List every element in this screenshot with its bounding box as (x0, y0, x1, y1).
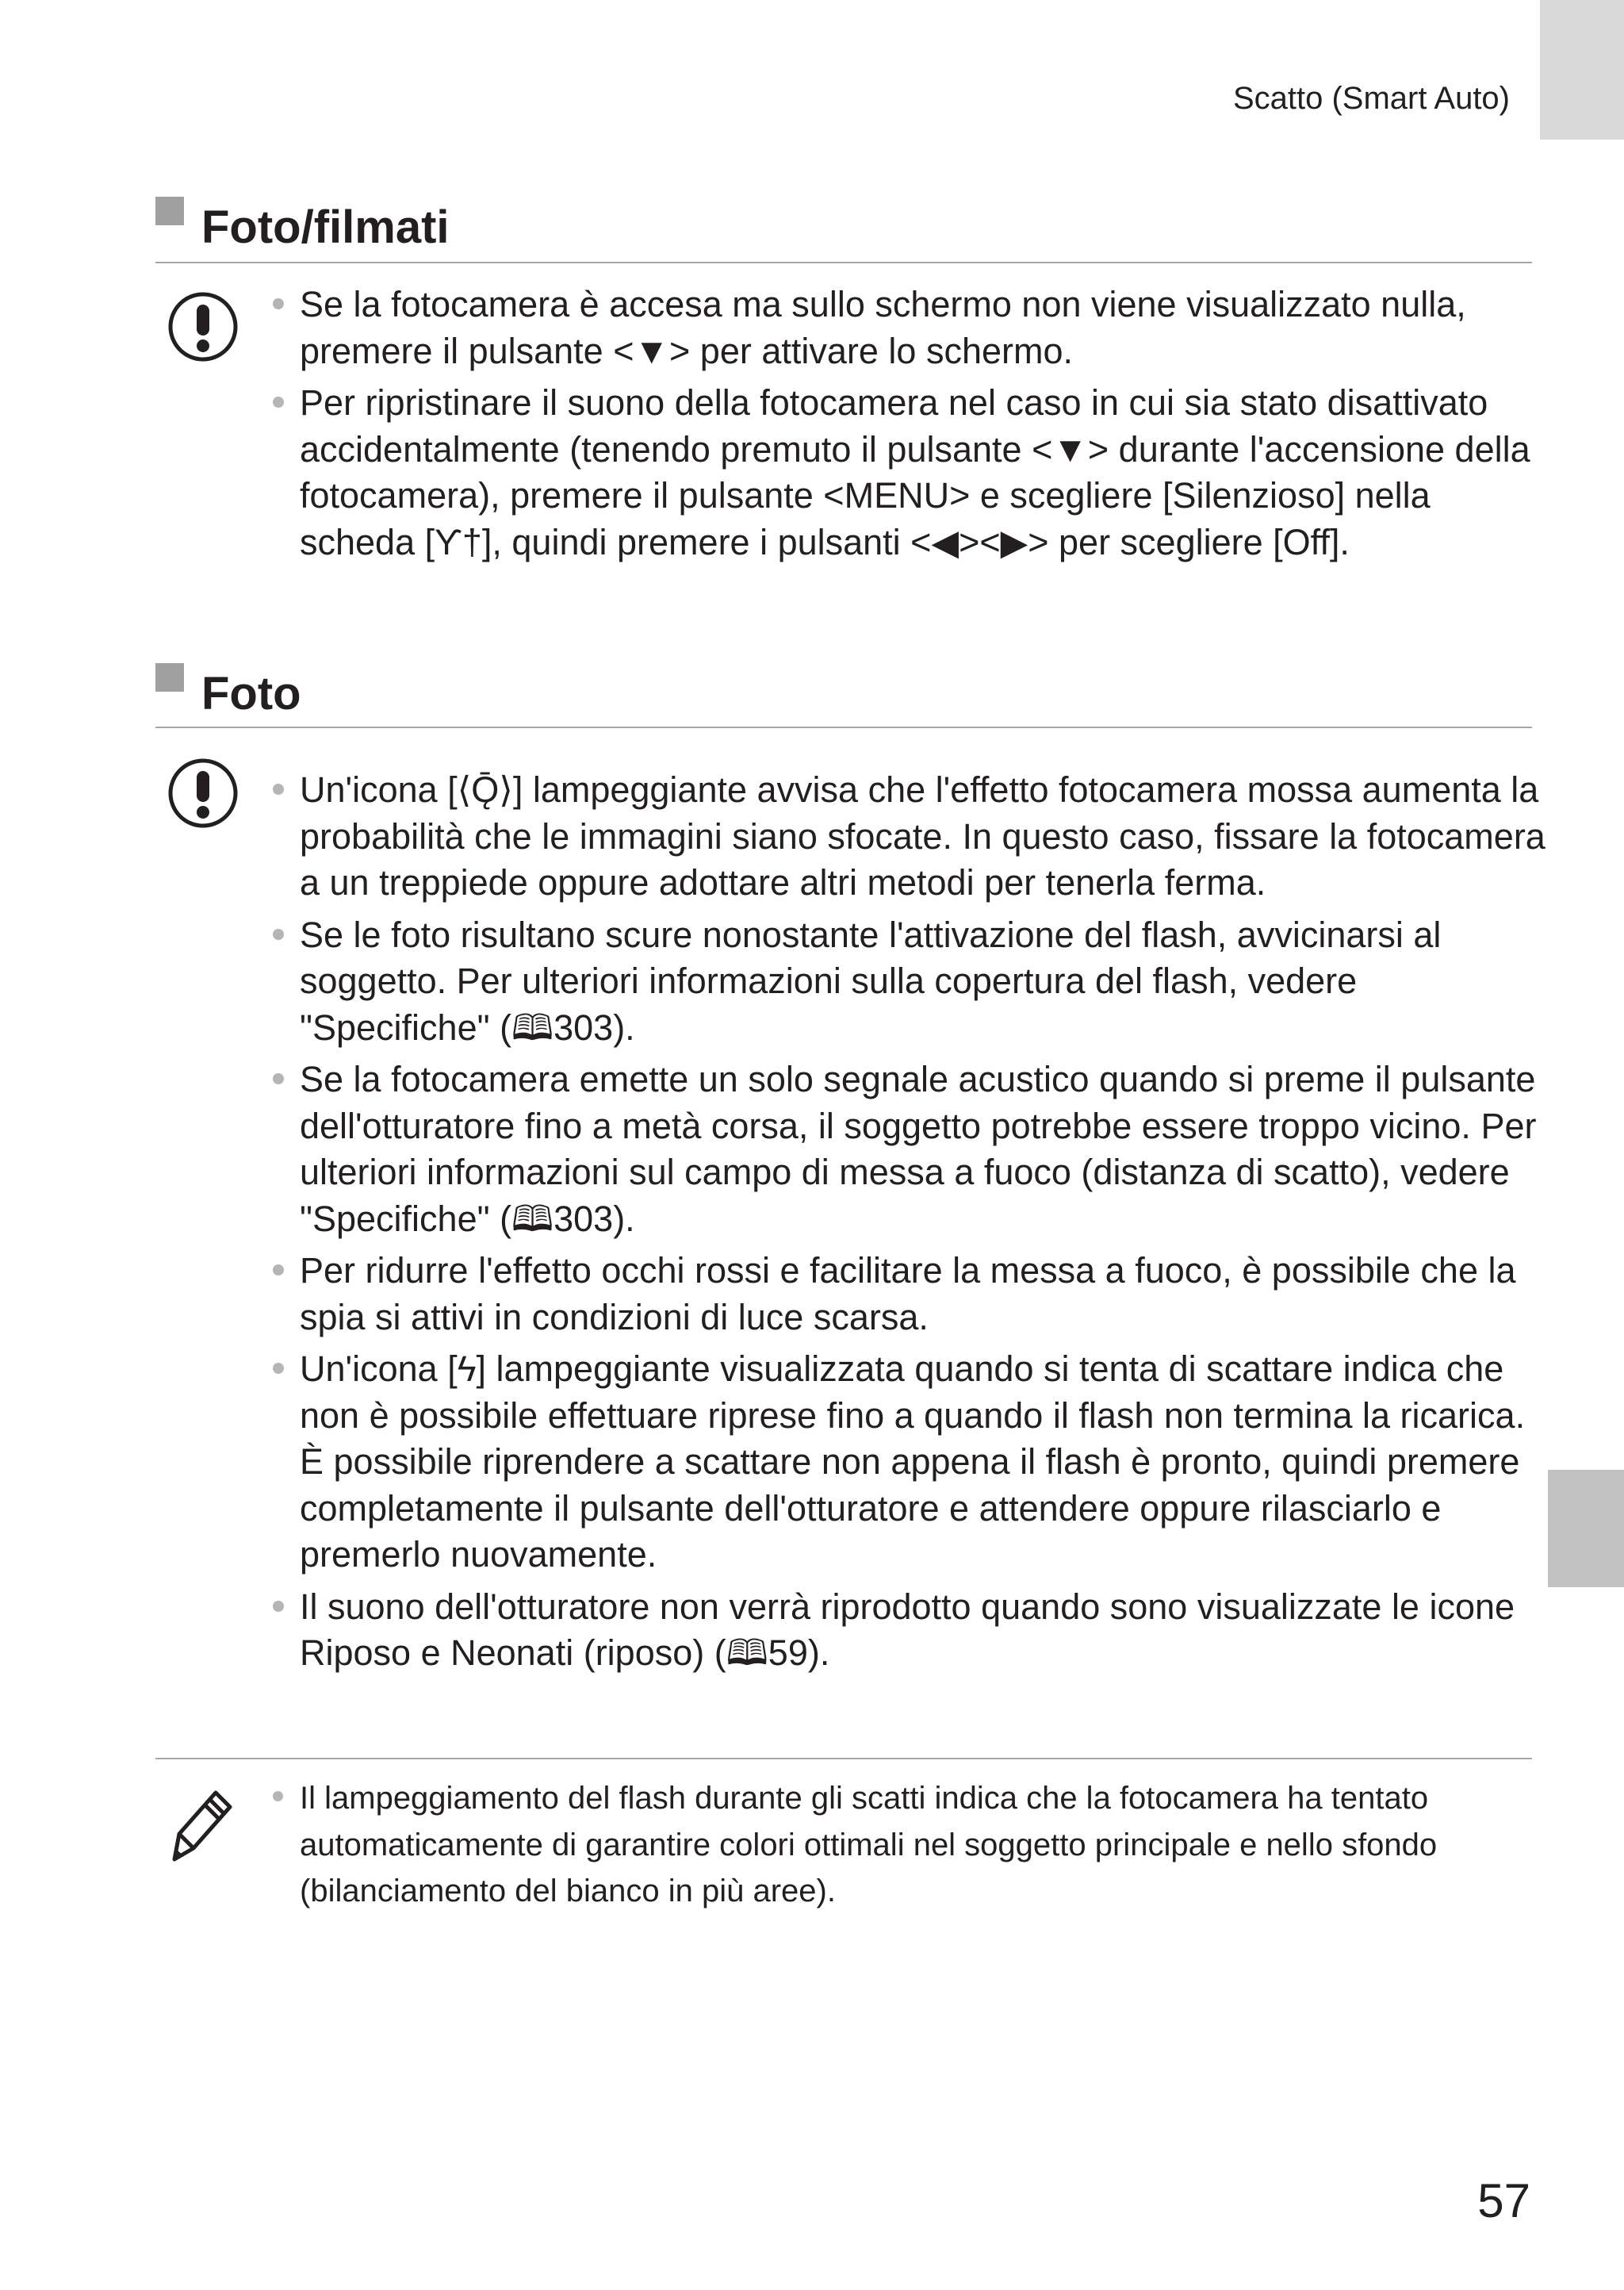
list-item: Per ridurre l'effetto occhi rossi e facilitare la messa a fuoco, è possibile che la spia si attivi in condizioni di luce scarsa. (300, 1248, 1553, 1341)
caution-icon (167, 757, 239, 830)
list-item: Se la fotocamera emette un solo segnale acustico quando si preme il pulsante dell'otturatore fino a metà corsa, il soggetto potrebbe essere troppo vicino. Per ulteriori informazioni sul campo di messa a fuoco (distanza di scatto), vedere "Specifiche" (🕮303). (300, 1057, 1553, 1242)
list-item: Per ripristinare il suono della fotocamera nel caso in cui sia stato disattivato accidentalmente (tenendo premuto il pulsante <▼> durante l'accensione della fotocamera), premere il pulsante <MENU> e scegliere [Silenzioso] nella scheda [Ƴ†], quindi premere i pulsanti <◀><▶> per scegliere [Off]. (300, 380, 1553, 566)
running-header: Scatto (Smart Auto) (1232, 81, 1510, 116)
list-item: Se la fotocamera è accesa ma sullo schermo non viene visualizzato nulla, premere il pulsante <▼> per attivare lo schermo. (300, 282, 1553, 374)
bullet-list-foto-filmati (300, 282, 1553, 571)
list-item: Se le foto risultano scure nonostante l'attivazione del flash, avvicinarsi al soggetto. Per ulteriori informazioni sulla copertura del flash, vedere "Specifiche" (🕮303). (300, 912, 1553, 1052)
section-rule (155, 727, 1532, 728)
note-list (300, 1775, 1553, 1920)
note-rule (155, 1758, 1532, 1759)
page-number: 57 (1477, 2174, 1530, 2227)
list-item: Il suono dell'otturatore non verrà riprodotto quando sono visualizzate le icone Riposo e Neonati (riposo) (🕮59). (300, 1584, 1553, 1677)
bullet-list-foto (300, 767, 1553, 1682)
chapter-tab-side (1548, 1470, 1624, 1587)
list-item: Il lampeggiamento del flash durante gli scatti indica che la fotocamera ha tentato automaticamente di garantire colori ottimali nel soggetto principale e nello sfondo (bilanciamento del bianco in più aree). (300, 1775, 1553, 1915)
pencil-icon (170, 1786, 236, 1866)
section-marker (155, 197, 184, 225)
list-item: Un'icona [ϟ] lampeggiante visualizzata quando si tenta di scattare indica che non è possibile effettuare riprese fino a quando il flash non termina la ricarica. È possibile riprendere a scattare non appena il flash è pronto, quindi premere completamente il pulsante dell'otturatore e attendere oppure rilasciarlo e premerlo nuovamente. (300, 1346, 1553, 1578)
caution-icon (167, 290, 239, 363)
section-title-foto: Foto (201, 668, 301, 719)
section-rule (155, 262, 1532, 263)
section-marker (155, 663, 184, 692)
chapter-tab-top (1540, 0, 1624, 140)
list-item: Un'icona [⟨Ǭ⟩] lampeggiante avvisa che l'effetto fotocamera mossa aumenta la probabilità che le immagini siano sfocate. In questo caso, fissare la fotocamera a un treppiede oppure adottare altri metodi per tenerla ferma. (300, 767, 1553, 907)
section-title-foto-filmati: Foto/filmati (201, 201, 450, 253)
